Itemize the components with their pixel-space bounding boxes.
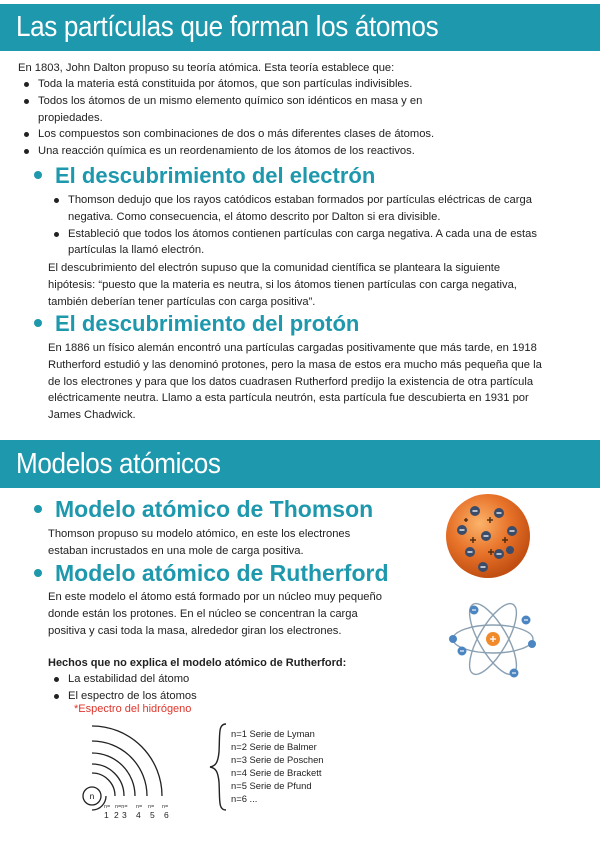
series-item: n=3 Serie de Poschen <box>231 754 324 765</box>
section-title: Las partículas que forman los átomos <box>16 11 439 43</box>
section-banner-models <box>0 440 600 488</box>
rutherford-model-icon <box>446 594 540 684</box>
thomson-model-icon <box>442 490 534 582</box>
level-label: 5 <box>150 810 155 820</box>
electron-heading-text: El descubrimiento del electrón <box>55 163 376 188</box>
list-item: El espectro de los átomos <box>48 688 298 705</box>
bullet-dot <box>34 319 42 327</box>
series-item: n=1 Serie de Lyman <box>231 728 315 739</box>
series-item: n=4 Serie de Brackett <box>231 767 322 778</box>
list-item: Los compuestos son combinaciones de dos o más diferentes clases de átomos. <box>18 126 488 143</box>
electron-bullets <box>48 192 538 259</box>
dalton-intro: En 1803, John Dalton propuso su teoría atómica. Esta teoría establece que: <box>18 62 395 74</box>
bullet-dot <box>34 505 42 513</box>
dalton-bullets <box>18 76 488 160</box>
electron-heading <box>30 163 375 189</box>
list-item: Toda la materia está constituida por átomos, que son partículas indivisibles. <box>18 76 488 93</box>
tiny-label: n= <box>136 804 143 810</box>
level-label: 3 <box>122 810 127 820</box>
unexplained-list <box>48 671 298 705</box>
proton-paragraph: En 1886 un físico alemán encontró una partículas cargadas positivamente que más tarde, en 1918 Rutherford estudió y las denominó protones, pero la masa de estos era mucho más pequeña que la de los electrones y para que los datos cuadrasen Rutherford predijo la existencia de otra partícula eléctricamente neutra. Llamo a esta partícula neutrón, esta partícula fue descubierta en 1931 por James Chadwick. <box>48 342 542 422</box>
series-item: n=2 Serie de Balmer <box>231 741 317 752</box>
series-item: n=6 ... <box>231 793 258 804</box>
list-item: Thomson dedujo que los rayos catódicos estaban formados por partículas eléctricas de carga negativa. Como consecuencia, el átomo descrito por Dalton si era divisible. <box>48 192 538 226</box>
rutherford-heading-text: Modelo atómico de Rutherford <box>55 560 389 586</box>
level-label: 4 <box>136 810 141 820</box>
electron-paragraph: El descubrimiento del electrón supuso que la comunidad científica se planteara la siguiente hipótesis: “puesto que la materia es neutra, si los átomos tienen partículas con carga negativa, también deberían tener partículas con carga positiva”. <box>48 262 517 308</box>
list-item: Todos los átomos de un mismo elemento químico son idénticos en masa y en propiedades. <box>18 93 488 127</box>
tiny-label: n= <box>104 804 111 810</box>
list-item: La estabilidad del átomo <box>48 671 298 688</box>
orbit-arcs <box>89 726 162 810</box>
hydrogen-spectrum-diagram <box>78 718 218 822</box>
proton-heading <box>30 311 359 337</box>
level-label: 2 <box>114 810 119 820</box>
unexplained-title: Hechos que no explica el modelo atómico de Rutherford: <box>48 657 347 669</box>
thomson-paragraph: Thomson propuso su modelo atómico, en este los electrones estaban incrustados en una mole de carga positiva. <box>48 528 351 557</box>
list-item: Estableció que todos los átomos contienen partículas con carga negativa. A cada una de estas partículas la llamó electrón. <box>48 226 538 260</box>
thomson-heading-text: Modelo atómico de Thomson <box>55 496 374 522</box>
bullet-dot <box>34 171 42 179</box>
section-banner-particles <box>0 4 600 51</box>
thomson-heading <box>30 496 373 523</box>
nucleus-label: n <box>89 792 95 801</box>
level-label: 1 <box>104 810 109 820</box>
bullet-dot <box>34 569 42 577</box>
rutherford-heading <box>30 560 389 587</box>
tiny-label: n= <box>148 804 155 810</box>
rutherford-paragraph: En este modelo el átomo está formado por un núcleo muy pequeño donde están los protones. En el núcleo se concentran la carga positiva y casi toda la masa, alrededor giran los electrones. <box>48 591 382 637</box>
spectrum-note: *Espectro del hidrógeno <box>74 703 192 715</box>
proton-heading-text: El descubrimiento del protón <box>55 311 360 336</box>
tiny-label: n=n= <box>115 804 128 810</box>
curly-brace-icon <box>206 722 230 812</box>
series-item: n=5 Serie de Pfund <box>231 780 312 791</box>
list-item: Una reacción química es un reordenamiento de los átomos de los reactivos. <box>18 143 488 160</box>
tiny-label: n= <box>162 804 169 810</box>
series-list <box>231 727 391 805</box>
level-label: 6 <box>164 810 169 820</box>
section-title: Modelos atómicos <box>16 448 221 480</box>
